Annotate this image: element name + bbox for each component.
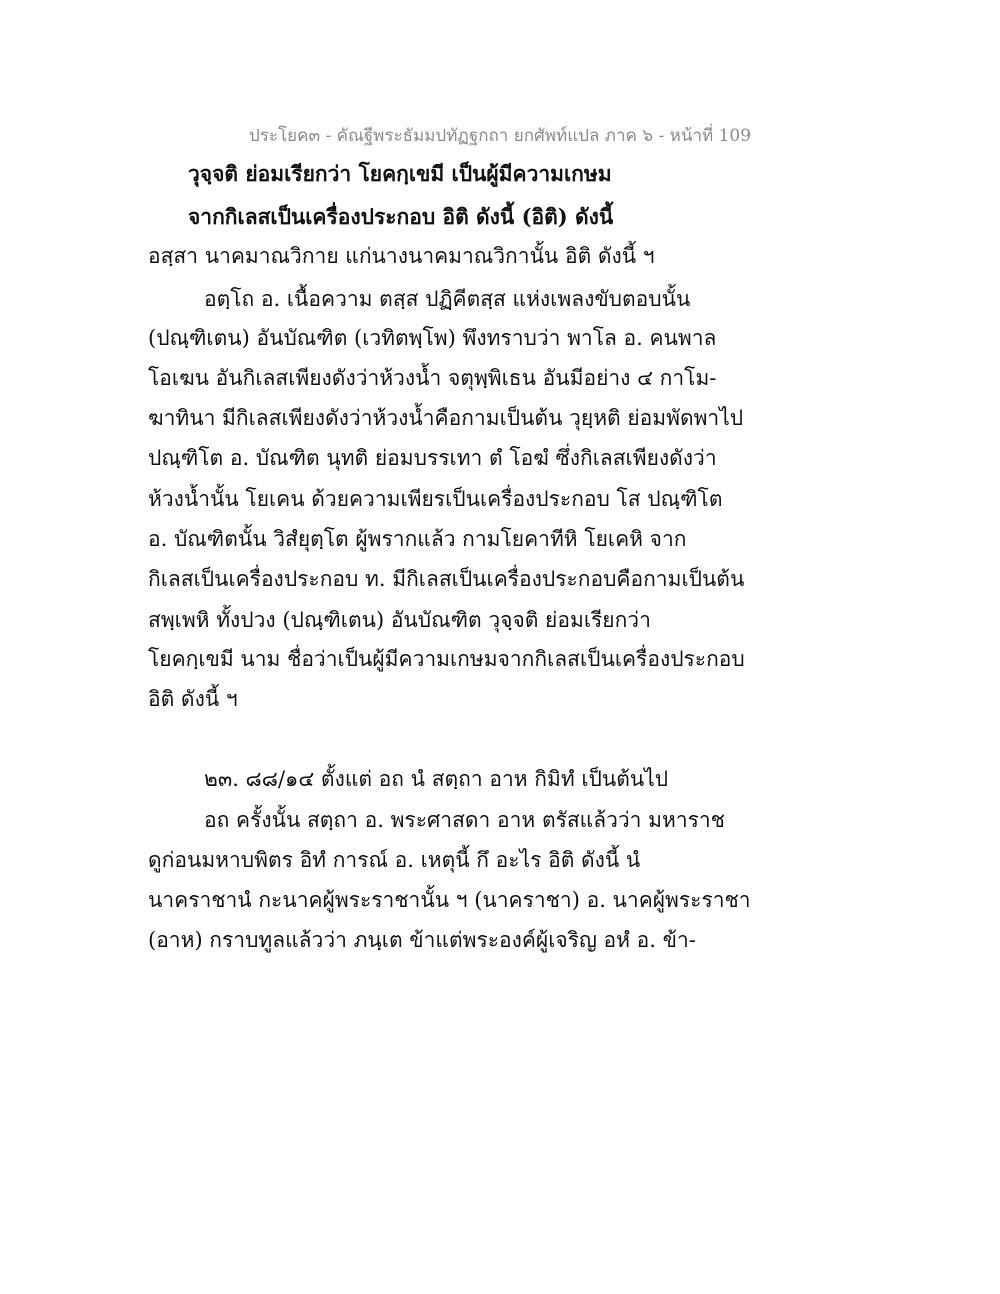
text-line: ดูก่อนมหาบพิตร อิทํ การณ์ อ. เหตุนี้ กึ อะไร อิติ ดังนี้ นํ (148, 848, 641, 872)
text-line: วุจฺจติ ย่อมเรียกว่า โยคกฺเขมี เป็นผู้มีความเกษม (188, 161, 612, 186)
text-line: อถ ครั้งนั้น สตฺถา อ. พระศาสดา อาห ตรัสแล้วว่า มหาราช (204, 808, 725, 832)
text-line: (อาห) กราบทูลแล้วว่า ภนฺเต ข้าแต่พระองค์ผู้เจริญ อหํ อ. ข้า- (148, 928, 696, 952)
text-line: อิติ ดังนี้ ฯ (148, 687, 238, 711)
text-line: ห้วงน้ำนั้น โยเคน ด้วยความเพียรเป็นเครื่องประกอบ โส ปณฺฑิโต (148, 487, 723, 511)
text-line: นาคราชานํ กะนาคผู้พระราชานั้น ฯ (นาคราชา) อ. นาคผู้พระราชา (148, 888, 751, 912)
text-line: กิเลสเป็นเครื่องประกอบ ท. มีกิเลสเป็นเครื่องประกอบคือกามเป็นต้น (148, 567, 745, 591)
text-line: โยคกฺเขมี นาม ชื่อว่าเป็นผู้มีความเกษมจากกิเลสเป็นเครื่องประกอบ (148, 647, 745, 671)
text-line: สพฺเพหิ ทั้งปวง (ปณฺฑิเตน) อันบัณฑิต วุจฺจติ ย่อมเรียกว่า (148, 608, 651, 632)
text-line: โอเฆน อันกิเลสเพียงดังว่าห้วงน้ำ จตุพฺพิเธน อันมีอย่าง ๔ กาโม- (148, 366, 717, 390)
text-line: อตฺโถ อ. เนื้อความ ตสฺส ปฏิคีตสฺส แห่งเพลงขับตอบนั้น (204, 287, 691, 311)
text-line: อ. บัณฑิตนั้น วิสํยุตฺโต ผู้พรากแล้ว กามโยคาทีหิ โยเคหิ จาก (148, 527, 687, 551)
text-line: อสฺสา นาคมาณวิกาย แก่นางนาคมาณวิกานั้น อิติ ดังนี้ ฯ (148, 244, 655, 268)
text-line: ฆาทินา มีกิเลสเพียงดังว่าห้วงน้ำคือกามเป็นต้น วุยฺหติ ย่อมพัดพาไป (148, 406, 744, 430)
text-line: จากกิเลสเป็นเครื่องประกอบ อิติ ดังนี้ (อิติ) ดังนี้ (188, 204, 614, 229)
text-line: (ปณฺฑิเตน) อันบัณฑิต (เวทิตพฺโพ) พึงทราบว่า พาโล อ. คนพาล (148, 326, 717, 350)
page-header: ประโยค๓ - คัณฐีพระธัมมปทัฏฐกถา ยกศัพท์แปล ภาค ๖ - หน้าที่ 109 (248, 126, 752, 146)
text-line: ปณฺฑิโต อ. บัณฑิต นุทติ ย่อมบรรเทา ตํ โอฆํ ซึ่งกิเลสเพียงดังว่า (148, 446, 717, 470)
text-line: ๒๓. ๘๘/๑๔ ตั้งแต่ อถ นํ สตฺถา อาห กิมิทํ เป็นต้นไป (204, 767, 669, 791)
